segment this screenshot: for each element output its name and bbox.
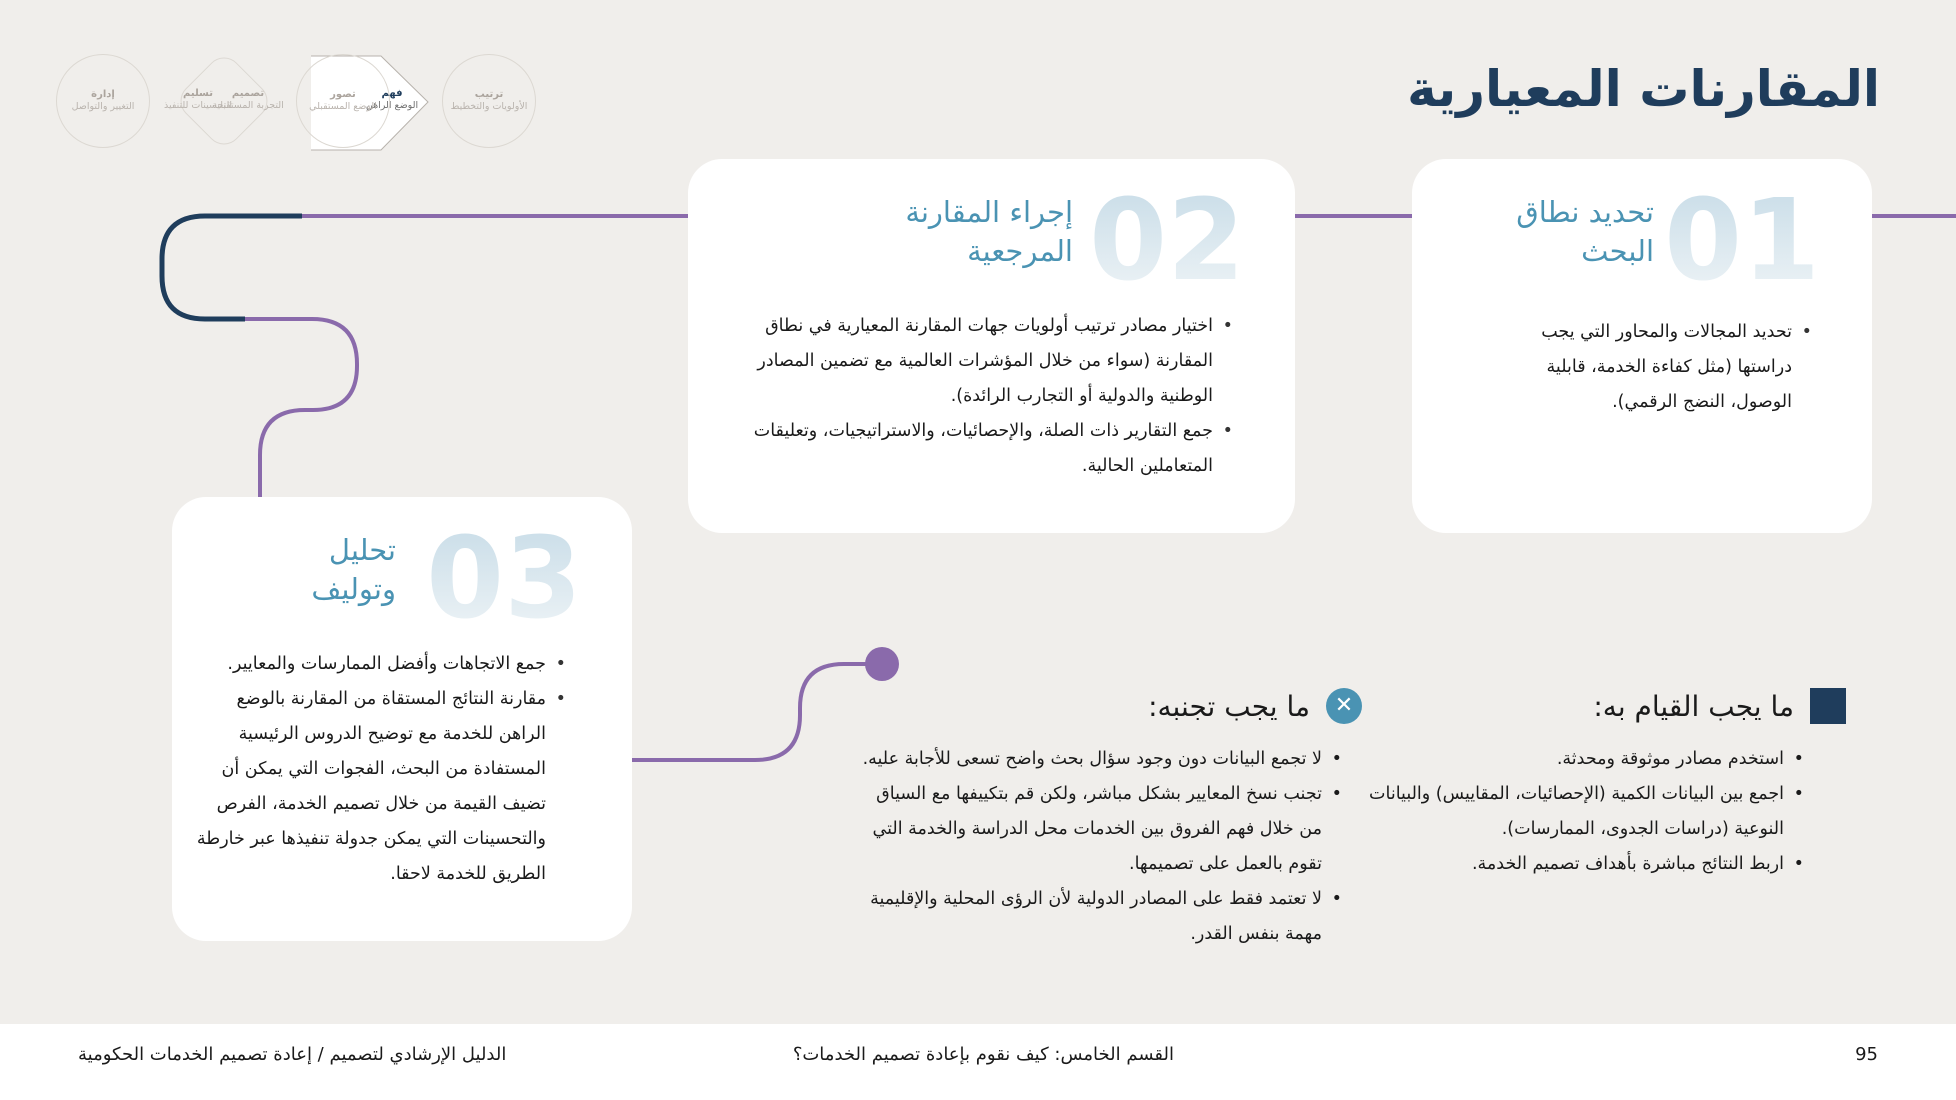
page-number: 95 (1855, 1044, 1878, 1065)
do-section-heading: ما يجب القيام به: (1593, 688, 1846, 724)
step-title: تحليل وتوليف (311, 533, 396, 607)
connector-navy-curve (162, 216, 302, 319)
nav-step-future-state[interactable]: تصور الوضع المستقبلي (296, 54, 390, 148)
step-number: 01 (1664, 176, 1820, 306)
step-number: 02 (1089, 176, 1245, 306)
connector-to-03 (245, 319, 357, 497)
step-bullets: • اختيار مصادر ترتيب أولويات جهات المقارنة المعيارية في نطاق المقارنة (سواء من خلال المؤشرات العالمية مع تضمين المصادر الوطنية والدولية أو التجارب الرائدة). • جمع التقارير ذات الصلة، والإحصائيات، والاستراتيجيات، وتعليقات المتعاملين الحالية. (713, 309, 1235, 484)
page-title: المقارنات المعيارية (1407, 60, 1880, 118)
close-icon: ✕ (1326, 688, 1362, 724)
step-card-01 (1412, 159, 1872, 533)
step-title: إجراء المقارنة المرجعية (905, 195, 1073, 269)
nav-step-change[interactable]: إدارة التغيير والتواصل (56, 54, 150, 148)
footer-guide-title: الدليل الإرشادي لتصميم / إعادة تصميم الخدمات الحكومية (78, 1044, 507, 1065)
step-card-02 (688, 159, 1295, 533)
nav-step-design[interactable]: تصميم التجربة المستقبلية (212, 87, 284, 112)
connector-end-dot (865, 647, 899, 681)
step-title: تحديد نطاق البحث (1516, 195, 1654, 269)
step-bullets: • جمع الاتجاهات وأفضل الممارسات والمعايير. • مقارنة النتائج المستقاة من المقارنة بالوضع الراهن للخدمة مع توضيح الدروس الرئيسية المستفادة من البحث، الفجوات التي يمكن أن تضيف القيمة من خلال تصميم الخدمة، الفرص والتحسينات التي يمكن جدولة تنفيذها عبر خارطة الطريق للخدمة لاحقا. (186, 647, 568, 892)
square-marker-icon (1810, 688, 1846, 724)
nav-step-deliver[interactable]: تسليم التحسينات للتنفيذ (163, 87, 233, 112)
step-number: 03 (426, 514, 582, 644)
step-bullets: • تحديد المجالات والمحاور التي يجب دراستها (مثل كفاءة الخدمة، قابلية الوصول، النضج الرقمي). (1492, 315, 1814, 420)
avoid-section-list: • لا تجمع البيانات دون وجود سؤال بحث واضح تسعى للأجابة عليه. • تجنب نسخ المعايير بشكل مباشر، ولكن قم بتكييفها مع السياق من خلال فهم الفروق بين الخدمات محل الدراسة والخدمة التي تقوم بالعمل على تصميمها. • لا تعتمد فقط على المصادر الدولية لأن الرؤى المحلية والإقليمية مهمة بنفس القدر. (852, 742, 1344, 952)
footer-section-title: القسم الخامس: كيف نقوم بإعادة تصميم الخدمات؟ (792, 1044, 1174, 1065)
connector-03-tips (632, 664, 882, 760)
step-card-03 (172, 497, 632, 941)
avoid-section-heading: ✕ ما يجب تجنبه: (1148, 688, 1362, 724)
nav-step-prioritize[interactable]: ترتيب الأولويات والتخطيط (442, 54, 536, 148)
page-footer (0, 1024, 1956, 1100)
nav-step-current-state[interactable]: فهم الوضع الراهن (365, 87, 419, 112)
do-section-list: • استخدم مصادر موثوقة ومحدثة. • اجمع بين البيانات الكمية (الإحصائيات، المقاييس) والبيانات النوعية (دراسات الجدوى، الممارسات). • اربط النتائج مباشرة بأهداف تصميم الخدمة. (1344, 742, 1806, 882)
